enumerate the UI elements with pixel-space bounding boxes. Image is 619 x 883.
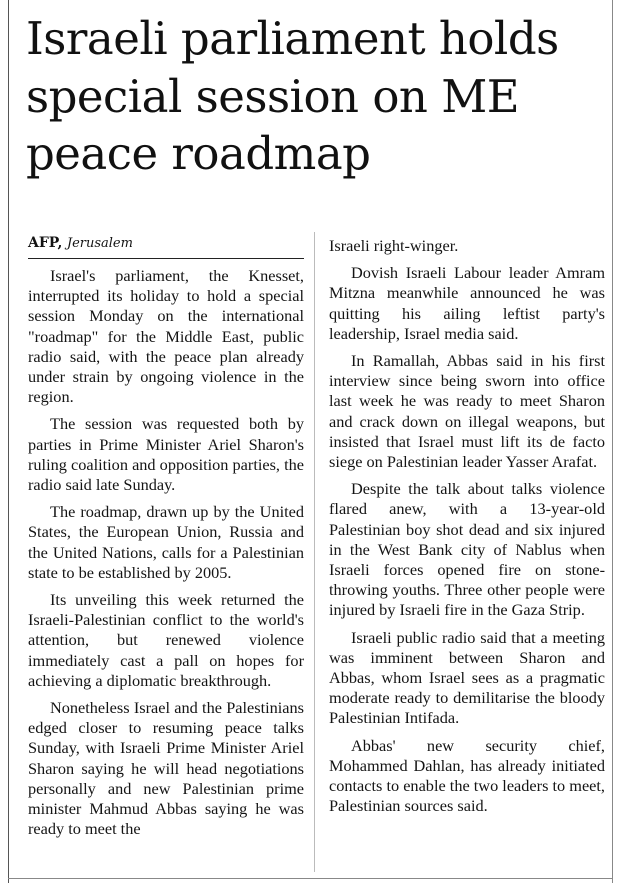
article-column-left bbox=[28, 266, 304, 846]
byline bbox=[28, 234, 133, 253]
paragraph-continuation: Israeli right-winger. bbox=[329, 236, 459, 255]
page-bottom-border bbox=[8, 878, 613, 879]
paragraph: The session was requested both by parties in Prime Minister Ariel Sharon's ruling coalition and opposition parties, the radio said late Sunday. bbox=[28, 414, 304, 495]
paragraph: The roadmap, drawn up by the United States, the European Union, Russia and the United Nations, calls for a Palestinian state to be established by 2005. bbox=[28, 502, 304, 582]
byline-divider bbox=[28, 258, 304, 259]
paragraph: Dovish Israeli Labour leader Amram Mitzna meanwhile announced he was quitting his ailing leftist party's leadership, Israel media said. bbox=[329, 263, 605, 343]
paragraph: Nonetheless Israel and the Palestinians edged closer to resuming peace talks Sunday, with Israeli Prime Minister Ariel Sharon saying he will head negotiations personally and new Palestinian prime minister Mahmud Abbas saying he was ready to meet the bbox=[28, 698, 304, 839]
article-headline: Israeli parliament holds special session on ME peace roadmap bbox=[26, 12, 559, 180]
paragraph: In Ramallah, Abbas said in his first interview since being sworn into office last week he was ready to meet Sharon and crack down on illegal weapons, but insisted that Israel must lift its de facto siege on Palestinian leader Yasser Arafat. bbox=[329, 351, 605, 472]
byline-agency: AFP, bbox=[28, 235, 63, 251]
paragraph: Abbas' new security chief, Mohammed Dahlan, has already initiated contacts to enable the two leaders to meet, Palestinian sources said. bbox=[329, 735, 605, 816]
paragraph: Despite the talk about talks violence flared anew, with a 13-year-old Palestinian boy shot dead and six injured in the West Bank city of Nablus when Israeli forces opened fire on stone-throwing youths. Three other people were injured by Israeli fire in the Gaza Strip. bbox=[329, 479, 605, 620]
page-left-border bbox=[8, 0, 9, 883]
paragraph: Its unveiling this week returned the Israeli-Palestinian conflict to the world's attention, but renewed violence immediately cast a pall on hopes for achieving a diplomatic breakthrough. bbox=[28, 590, 304, 690]
article-column-right bbox=[329, 236, 605, 823]
paragraph: Israel's parliament, the Knesset, interrupted its holiday to hold a special session Monday on the international "roadmap" for the Middle East, public radio said, with the peace plan already under strain by ongoing violence in the region. bbox=[28, 266, 304, 407]
page-right-border bbox=[612, 0, 613, 883]
paragraph: Israeli public radio said that a meeting was imminent between Sharon and Abbas, whom Israel sees as a pragmatic moderate ready to demilitarise the bloody Palestinian Intifada. bbox=[329, 627, 605, 728]
byline-place: Jerusalem bbox=[66, 236, 133, 251]
column-divider bbox=[314, 232, 315, 872]
